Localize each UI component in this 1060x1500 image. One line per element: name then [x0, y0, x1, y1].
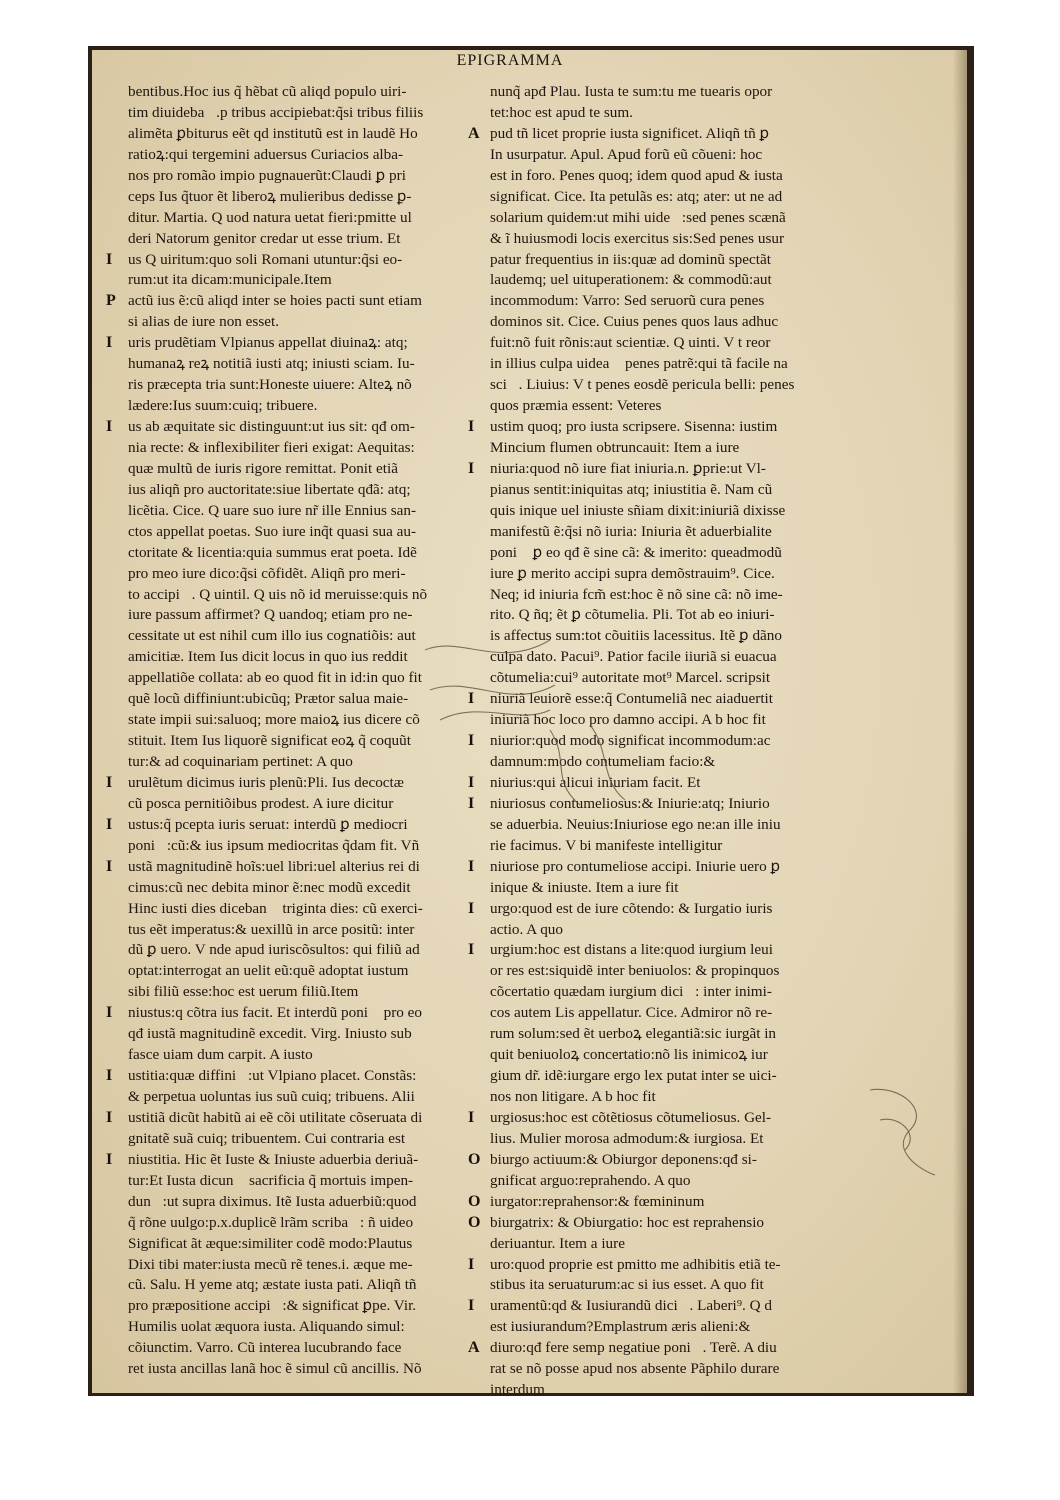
line-text: urgiosus:hoc est cõtẽtiosus cõtumeliosus. Gel-	[490, 1108, 772, 1126]
line-text: to accipiᷓ. Q uintil. Q uis nõ id meruisse:quis nõ	[128, 585, 428, 603]
section-initial: I	[106, 1067, 113, 1085]
left-column-line	[128, 522, 490, 543]
line-text: ret iusta ancillas lanã hoc ẽ simul cũ ancillis. Nõ	[128, 1360, 422, 1378]
left-column-line	[128, 501, 490, 522]
line-text: cessitate ut est nihil cum illo ius cognatiõis: aut	[128, 627, 416, 645]
left-column-line	[128, 961, 490, 982]
line-text: diuro:qđ fere semp negatiue poniᷓ. Terẽ. A diu	[490, 1339, 777, 1357]
line-text: significat. Cice. Ita petulãs es: atq; ater: ut ne ad	[490, 187, 783, 205]
line-text: quit beniuoloꝝ concertatio:nõ lis inimicoꝝ iur	[490, 1046, 768, 1064]
line-text: stibus ita seruaturum:ac si ius esset. A quo fit	[490, 1276, 764, 1294]
left-column-line	[128, 1275, 490, 1296]
line-text: amicitiæ. Item Ius dicit locus in quo ius reddit	[128, 648, 408, 666]
line-text: pud tñ licet proprie iusta significet. Aliqñ tñ ꝑ	[490, 124, 770, 142]
line-text: urgo:quod est de iure cõtendo: & Iurgatio iuris	[490, 899, 773, 917]
right-column-line	[490, 1317, 840, 1338]
line-text: ius aliqñ pro auctoritate:siue libertate qđã: atq;	[128, 480, 411, 498]
line-text: rat se nõ posse apud nos absente Pãphilo durare	[490, 1360, 780, 1378]
right-column-line	[490, 836, 840, 857]
line-text: dominos sit. Cice. Cuius penes quos laus adhuc	[490, 313, 779, 331]
left-column-line	[128, 543, 490, 564]
right-column-line	[490, 501, 840, 522]
line-text: ctos appellat poetas. Suo iure inq̃t quasi sua au-	[128, 522, 417, 540]
right-column-line	[468, 1213, 840, 1234]
line-text: bentibus.Hoc ius q̃ hẽbat cũ aliqd populo uiri-	[128, 83, 407, 100]
left-column-line	[128, 1192, 490, 1213]
right-column-line	[490, 375, 840, 396]
line-text: iure ꝑ merito accipi supra demõstrauim⁹. Cice.	[490, 564, 775, 582]
right-column-line	[490, 291, 840, 312]
right-column-line	[490, 166, 840, 187]
right-column-line	[490, 1003, 840, 1024]
left-column-line	[128, 124, 490, 145]
line-text: cimus:cũ nec debita minor ẽ:nec modũ excedit	[128, 878, 411, 896]
left-column-line	[128, 145, 490, 166]
line-text: ratioꝝ:qui tergemini aduersus Curiacios alba-	[128, 145, 404, 163]
line-text: niustitia. Hic ẽt Iuste & Iniuste aduerbia deriuã-	[128, 1150, 419, 1168]
line-text: laudemq; uel uituperationem: & commodũ:aut	[490, 271, 772, 289]
line-text: rum solum:sed ẽt uerboꝝ elegantiã:sic iurgãt in	[490, 1025, 777, 1043]
line-text: nos non litigare. A b hoc fit	[490, 1088, 656, 1105]
page-edge-shadow	[953, 50, 967, 1393]
line-text: cõcertatio quædam iurgium diciᷓ: inter inimi-	[490, 983, 772, 1001]
right-column-line	[468, 1255, 840, 1276]
line-text: nunq̃ apđ Plau. Iusta te sum:tu me tuearis opor	[490, 83, 773, 100]
line-text: quis inique uel iniuste sñiam dixit:iniuriã dixisse	[490, 501, 786, 519]
right-column-line	[490, 250, 840, 271]
line-text: iniuriã hoc loco pro damno accipi. A b hoc fit	[490, 711, 766, 729]
line-text: ditur. Martia. Q uod natura uetat fieri:pmitte ul	[128, 208, 412, 226]
line-text: interdum	[490, 1381, 545, 1399]
line-text: urulẽtum dicimus iuris plenũ:Pli. Ius decoctæ	[128, 773, 404, 791]
line-text: cũ. Salu. H yeme atq; æstate iusta pati. Aliqñ tñ	[128, 1276, 417, 1294]
line-text: biurgo actiuum:& Obiurgor deponens:qđ si-	[490, 1150, 757, 1168]
right-column-line	[490, 522, 840, 543]
line-text: state impii sui:saluoq; more maioꝝ ius dicere cõ	[128, 711, 420, 729]
line-text: poniᷓ:cũ:& ius ipsum mediocritas q̃dam fit. Vñ	[128, 836, 420, 854]
left-column-line	[128, 1255, 490, 1276]
line-text: iurgator:reprahensor:& fœmininum	[490, 1192, 705, 1210]
section-initial: I	[468, 459, 475, 477]
right-column-line	[490, 1087, 840, 1108]
left-column-line	[128, 1087, 490, 1108]
right-column-line	[490, 564, 840, 585]
left-column-line	[128, 1296, 490, 1317]
line-text: In usurpatur. Apul. Apud forũ eũ cõueni: hoc	[490, 145, 763, 163]
section-initial: I	[106, 1108, 113, 1126]
left-column-line	[128, 312, 490, 333]
left-column-line	[128, 229, 490, 250]
section-initial: I	[468, 1255, 475, 1273]
line-text: appellatiõe collata: ab eo quod fit in id:in quo fit	[128, 669, 422, 687]
line-text: niustus:q cõtra ius facit. Et interdũ poniᷓ pro eo	[128, 1004, 422, 1022]
line-text: us ab æquitate sic distinguunt:ut ius sit: qđ om-	[128, 418, 415, 435]
right-column-line	[490, 312, 840, 333]
right-column-line	[490, 543, 840, 564]
line-text: sibi filiũ esse:hoc est uerum filiũ.Item	[128, 983, 359, 1001]
line-text: rie facimus. V bi manifeste intelligitur	[490, 836, 723, 854]
section-initial: O	[468, 1150, 481, 1168]
line-text: Humilis uolat æquora iusta. Aliquando simul:	[128, 1318, 405, 1336]
line-text: q̃ rõne uulgo:p.x.duplicẽ lrãm scribaᷓ: ñ uideo	[128, 1213, 414, 1231]
left-column-line	[128, 1213, 490, 1234]
right-column-line	[468, 899, 840, 920]
right-column-line	[490, 270, 840, 291]
line-text: patur frequentius in iis:quæ ad dominũ spectãt	[490, 250, 771, 268]
line-text: quæ multũ de iuris rigore remittat. Ponit etiã	[128, 459, 398, 477]
line-text: alimẽta ꝑbiturus eẽt qd institutũ est in laudẽ Ho	[128, 124, 418, 142]
right-column-line	[490, 815, 840, 836]
line-text: lius. Mulier morosa admodum:& iurgiosa. Et	[490, 1129, 764, 1147]
line-text: uramentũ:qd & Iusiurandũ diciᷓ. Laberi⁹. Q d	[490, 1297, 772, 1315]
line-text: niuria:quod nõ iure fiat iniuria.n. ꝑprie:ut Vl-	[490, 459, 766, 477]
left-column-line	[106, 333, 490, 354]
line-text: fasce uiam dum carpit. A iusto	[128, 1046, 313, 1064]
left-column-line	[128, 1024, 490, 1045]
left-column-line	[128, 396, 490, 417]
section-initial: I	[468, 773, 475, 791]
section-initial: A	[468, 124, 480, 142]
right-column-line	[490, 145, 840, 166]
left-column-line	[128, 899, 490, 920]
line-text: uris prudẽtiam Vlpianus appellat diuinaꝝ: atq;	[128, 334, 408, 352]
line-text: actio. A quo	[490, 920, 563, 938]
section-initial: I	[468, 690, 475, 708]
line-text: nia recte: & inflexibiliter fieri exigat: Aequitas:	[128, 438, 415, 456]
left-column-line	[128, 982, 490, 1003]
line-text: tus eẽt imperatus:& uexillũ in arce positũ: inter	[128, 920, 415, 938]
line-text: rum:ut ita dicam:municipale.Item	[128, 271, 332, 289]
line-text: qđ iustã magnitudinẽ excedit. Virg. Iniusto sub	[128, 1025, 412, 1043]
right-column-line	[490, 1066, 840, 1087]
line-text: pro præpositione accipiᷓ:& significat ꝑpe. Vir.	[128, 1297, 417, 1315]
section-initial: I	[106, 1004, 113, 1022]
right-column-line	[490, 878, 840, 899]
line-text: cõtumelia:cui⁹ autoritate mot⁹ Marcel. scripsit	[490, 669, 771, 687]
right-column-line	[490, 1234, 840, 1255]
section-initial: O	[468, 1192, 481, 1210]
line-text: niurius:qui alicui iniuriam facit. Et	[490, 773, 701, 791]
left-column-line	[128, 1338, 490, 1359]
right-column-line	[490, 354, 840, 375]
left-column-line	[106, 815, 490, 836]
line-text: Dixi tibi mater:iusta mecũ rẽ tenes.i. æque me-	[128, 1255, 413, 1273]
section-initial: I	[106, 418, 113, 435]
right-column-line	[468, 124, 840, 145]
left-column-line	[106, 1066, 490, 1087]
section-initial: A	[468, 1339, 480, 1357]
section-initial: I	[468, 1297, 475, 1315]
section-initial: I	[468, 418, 475, 435]
line-text: licẽtia. Cice. Q uare suo iure nr̃ ille Ennius san-	[128, 501, 417, 519]
line-text: uro:quod proprie est pmitto me adhibitis etiã te-	[490, 1255, 781, 1273]
left-column-line	[128, 605, 490, 626]
left-column-line	[106, 773, 490, 794]
right-column-line	[468, 1338, 840, 1359]
line-text: in illius culpa uideaᷓ penes patrẽ:qui tã facile na	[490, 355, 788, 373]
left-column-line	[128, 480, 490, 501]
left-column-line	[128, 731, 490, 752]
line-text: fuit:nõ fuit rõnis:aut scientiæ. Q uinti. V t reor	[490, 334, 771, 352]
line-text: is affectus sum:tot cõuitiis lacessitus. Itẽ ꝑ dãno	[490, 627, 782, 645]
section-initial: I	[106, 773, 113, 791]
left-column-line	[128, 1317, 490, 1338]
right-column-line	[490, 1275, 840, 1296]
line-text: ustitia:quæ diffiniᷓ:ut Vlpiano placet. Constãs:	[128, 1067, 417, 1085]
left-column-line	[106, 1003, 490, 1024]
line-text: culpa dato. Pacui⁹. Patior facile iiuriã si euacua	[490, 648, 777, 666]
line-text: tur:Et Iusta dicunᷓ sacrificia q̃ mortuis impen-	[128, 1171, 414, 1189]
left-column-line	[128, 375, 490, 396]
left-column-line	[128, 270, 490, 291]
line-text: tet:hoc est apud te sum.	[490, 103, 633, 121]
right-column-line	[468, 1192, 840, 1213]
line-text: & perpetua uoluntas ius suũ cuiq; tribuens. Alii	[128, 1088, 415, 1105]
right-column-line	[490, 208, 840, 229]
right-column-line	[490, 982, 840, 1003]
right-column-line	[490, 333, 840, 354]
line-text: quẽ locũ diffiniunt:ubicũq; Prætor salua maie-	[128, 690, 409, 708]
line-text: stituit. Item Ius liquorẽ significat eoꝝ q̃ coquũt	[128, 732, 411, 750]
line-text: optat:interrogat an uelit eũ:quẽ adoptat iustum	[128, 962, 409, 980]
pen-annotation-left	[420, 630, 560, 730]
line-text: ustus:q̃ pcepta iuris seruat: interdũ ꝑ mediocri	[128, 815, 408, 833]
line-text: ustã magnitudinẽ hoĩs:uel libri:uel alterius rei di	[128, 857, 420, 875]
line-text: niuriosus contumeliosus:& Iniurie:atq; Iniurio	[490, 794, 770, 812]
right-column-line	[490, 1129, 840, 1150]
line-text: ustim quoq; pro iusta scripsere. Sisenna: iustim	[490, 418, 778, 435]
section-initial: I	[106, 815, 113, 833]
left-column-line	[128, 836, 490, 857]
section-initial: I	[468, 794, 475, 812]
left-column-line	[128, 1045, 490, 1066]
pen-annotation-middle	[540, 720, 630, 810]
right-column-line	[468, 1296, 840, 1317]
left-column-line	[106, 250, 490, 271]
line-text: actũ ius ẽ:cũ aliqd inter se hoies pacti sunt etiam	[128, 292, 422, 310]
line-text: Neq; id iniuria fcm̃ est:hoc ẽ nõ sine cã: nõ ime-	[490, 585, 783, 603]
right-column-line	[490, 103, 840, 124]
line-text: niuriã leuiorẽ esse:q̃ Contumeliã nec aiaduertit	[490, 690, 773, 708]
left-column-line	[128, 940, 490, 961]
right-column-line	[490, 1359, 840, 1380]
line-text: niurior:quod modo significat incommodum:ac	[490, 732, 771, 750]
left-column-line	[106, 291, 490, 312]
line-text: ris præcepta tria sunt:Honeste uiuere: Alteꝝ nõ	[128, 376, 412, 394]
line-text: cũ posca pernitiõibus prodest. A iure dicitur	[128, 794, 394, 812]
line-text: sciᷓ. Liuius: V t penes eosdẽ pericula belli: penes	[490, 376, 795, 394]
left-column-line	[128, 920, 490, 941]
left-column-line	[128, 103, 490, 124]
pen-annotation-right	[860, 1080, 940, 1180]
right-column-line	[468, 417, 840, 438]
line-text: dunᷓ:ut supra diximus. Itẽ Iusta aduerbiũ:quod	[128, 1192, 417, 1210]
section-initial: I	[468, 732, 475, 750]
left-column-line	[128, 752, 490, 773]
section-initial: O	[468, 1213, 481, 1231]
left-column-line	[128, 82, 490, 103]
line-text: nos pro romão impio pugnauerũt:Claudi ꝑ pri	[128, 166, 406, 184]
line-text: manifestũ ẽ:q̃si nõ iuria: Iniuria ẽt aduerbialiteᷓ	[490, 522, 784, 540]
line-text: deriuantur. Item a iure	[490, 1234, 625, 1252]
line-text: dũ ꝑ uero. V nde apud iuriscõsultos: qui filiũ ad	[128, 941, 420, 959]
left-column-line	[106, 417, 490, 438]
left-column-line	[128, 187, 490, 208]
line-text: ustitiã dicũt habitũ ai eẽ cõi utilitate cõseruata di	[128, 1108, 423, 1126]
right-column-line	[468, 1150, 840, 1171]
left-column-line	[128, 1129, 490, 1150]
line-text: pianus sentit:iniquitas atq; iniustitia ẽ. Nam cũ	[490, 480, 773, 498]
section-initial: I	[106, 857, 113, 875]
line-text: si alias de iure non esset.	[128, 313, 279, 331]
right-column-line	[490, 187, 840, 208]
line-text: tim diuidebaᷓ.p tribus accipiebat:q̃si tribus filiis	[128, 103, 424, 121]
left-column-line	[128, 1171, 490, 1192]
right-column-line	[490, 1171, 840, 1192]
section-initial: I	[468, 899, 475, 917]
left-column-line	[128, 1234, 490, 1255]
right-column-line	[490, 438, 840, 459]
line-text: est in foro. Penes quoq; idem quod apud & iusta	[490, 166, 783, 184]
right-column-line	[490, 82, 840, 103]
left-column-line	[128, 564, 490, 585]
left-column-line	[106, 1150, 490, 1171]
right-column-line	[490, 1024, 840, 1045]
line-text: ceps Ius q̃tuor ẽt liberoꝝ mulieribus dedisse ꝑ-	[128, 187, 412, 205]
line-text: gnificat arguo:reprahendo. A quo	[490, 1171, 691, 1189]
line-text: lædere:Ius suum:cuiq; tribuere.	[128, 397, 318, 415]
right-column-line	[490, 605, 840, 626]
line-text: Significat ãt æque:similiter codẽ modo:Plautus	[128, 1234, 413, 1252]
line-text: deri Natorum genitor credar ut esse trium. Et	[128, 229, 401, 247]
right-column-line	[490, 1045, 840, 1066]
line-text: rito. Q ñq; ẽt ꝑ cõtumelia. Pli. Tot ab eo iniuri-	[490, 606, 775, 624]
right-column-line	[490, 396, 840, 417]
right-column-line	[490, 1380, 840, 1401]
line-text: poniᷓ ꝑ eo qđ ẽ sine cã: & imerito: queadmodũ	[490, 543, 782, 561]
line-text: quos præmia essent: Veteres	[490, 397, 662, 415]
section-initial: I	[106, 1150, 113, 1168]
line-text: biurgatrix: & Obiurgatio: hoc est reprahensio	[490, 1213, 765, 1231]
line-text: niuriose pro contumeliose accipi. Iniurie uero ꝑ	[490, 857, 781, 875]
section-initial: I	[468, 941, 475, 959]
line-text: pro meo iure dico:q̃si cõfidẽt. Aliqñ pro meri-	[128, 564, 406, 582]
section-initial: I	[468, 1108, 475, 1126]
line-text: Mincium flumen obtruncauit: Item a iure	[490, 438, 740, 456]
line-text: cos autem Lis appellatur. Cice. Admiror nõ re-	[490, 1004, 773, 1022]
line-text: gnitatẽ suã cuiq; tribuentem. Cui contraria est	[128, 1129, 406, 1147]
left-column-line	[128, 438, 490, 459]
line-text: damnum:modo contumeliam facio:&	[490, 753, 716, 770]
running-head: EPIGRAMMA	[456, 52, 564, 69]
line-text: Hinc iusti dies dicebanᷓ triginta dies: cũ exerci-	[128, 899, 423, 917]
line-text: urgium:hoc est distans a lite:quod iurgium leui	[490, 941, 773, 959]
line-text: solarium quidem:ut mihi uideᷓ:sed penes scænã	[490, 208, 786, 226]
line-text: gium dr̃. idẽ:iurgare ergo lex putat inter se uici-	[490, 1067, 777, 1085]
right-column-line	[490, 961, 840, 982]
section-initial: P	[106, 292, 116, 310]
right-column-line	[468, 459, 840, 480]
line-text: inique & iniuste. Item a iure fit	[490, 878, 679, 896]
line-text: us Q uiritum:quo soli Romani utuntur:q̃si eo-	[128, 250, 403, 268]
right-column-line	[490, 585, 840, 606]
section-initial: I	[106, 334, 113, 352]
line-text: se aduerbia. Neuius:Iniuriose ego ne:an ille iniu	[490, 815, 781, 833]
left-column-line	[106, 1108, 490, 1129]
line-text: ctoritate & licentia:quia summus erat poeta. Idẽ	[128, 543, 417, 561]
right-column-line	[468, 940, 840, 961]
left-column-line	[128, 208, 490, 229]
line-text: est iusiurandum?Emplastrum æris alieni:&	[490, 1318, 751, 1336]
line-text: tur:& ad coquinariam pertinet: A quo	[128, 753, 353, 770]
section-initial: I	[106, 250, 113, 268]
line-text: & ĩ huiusmodi locis exercitus sis:Sed penes usur	[490, 229, 785, 247]
line-text: or res est:siquidẽ inter beniuolos: & propinquos	[490, 962, 780, 980]
line-text: iure passum affirmet? Q uandoq; etiam pro ne-	[128, 606, 413, 624]
left-column-line	[128, 1359, 490, 1380]
right-column-line	[490, 229, 840, 250]
right-column-line	[490, 920, 840, 941]
left-column-line	[128, 794, 490, 815]
left-column-line	[106, 857, 490, 878]
left-column-line	[128, 459, 490, 480]
left-column-line	[128, 585, 490, 606]
line-text: humanaꝝ reꝝ notitiã iusti atq; iniusti sciam. Iu-	[128, 355, 415, 373]
right-column-line	[468, 857, 840, 878]
left-column	[106, 82, 490, 1380]
line-text: cõiunctim. Varro. Cũ interea lucubrando face	[128, 1339, 402, 1357]
left-column-line	[128, 166, 490, 187]
section-initial: I	[468, 857, 475, 875]
line-text: incommodum: Varro: Sed seruorũ cura penes	[490, 292, 765, 310]
left-column-line	[128, 354, 490, 375]
left-column-line	[128, 878, 490, 899]
right-column-line	[468, 1108, 840, 1129]
right-column-line	[490, 480, 840, 501]
